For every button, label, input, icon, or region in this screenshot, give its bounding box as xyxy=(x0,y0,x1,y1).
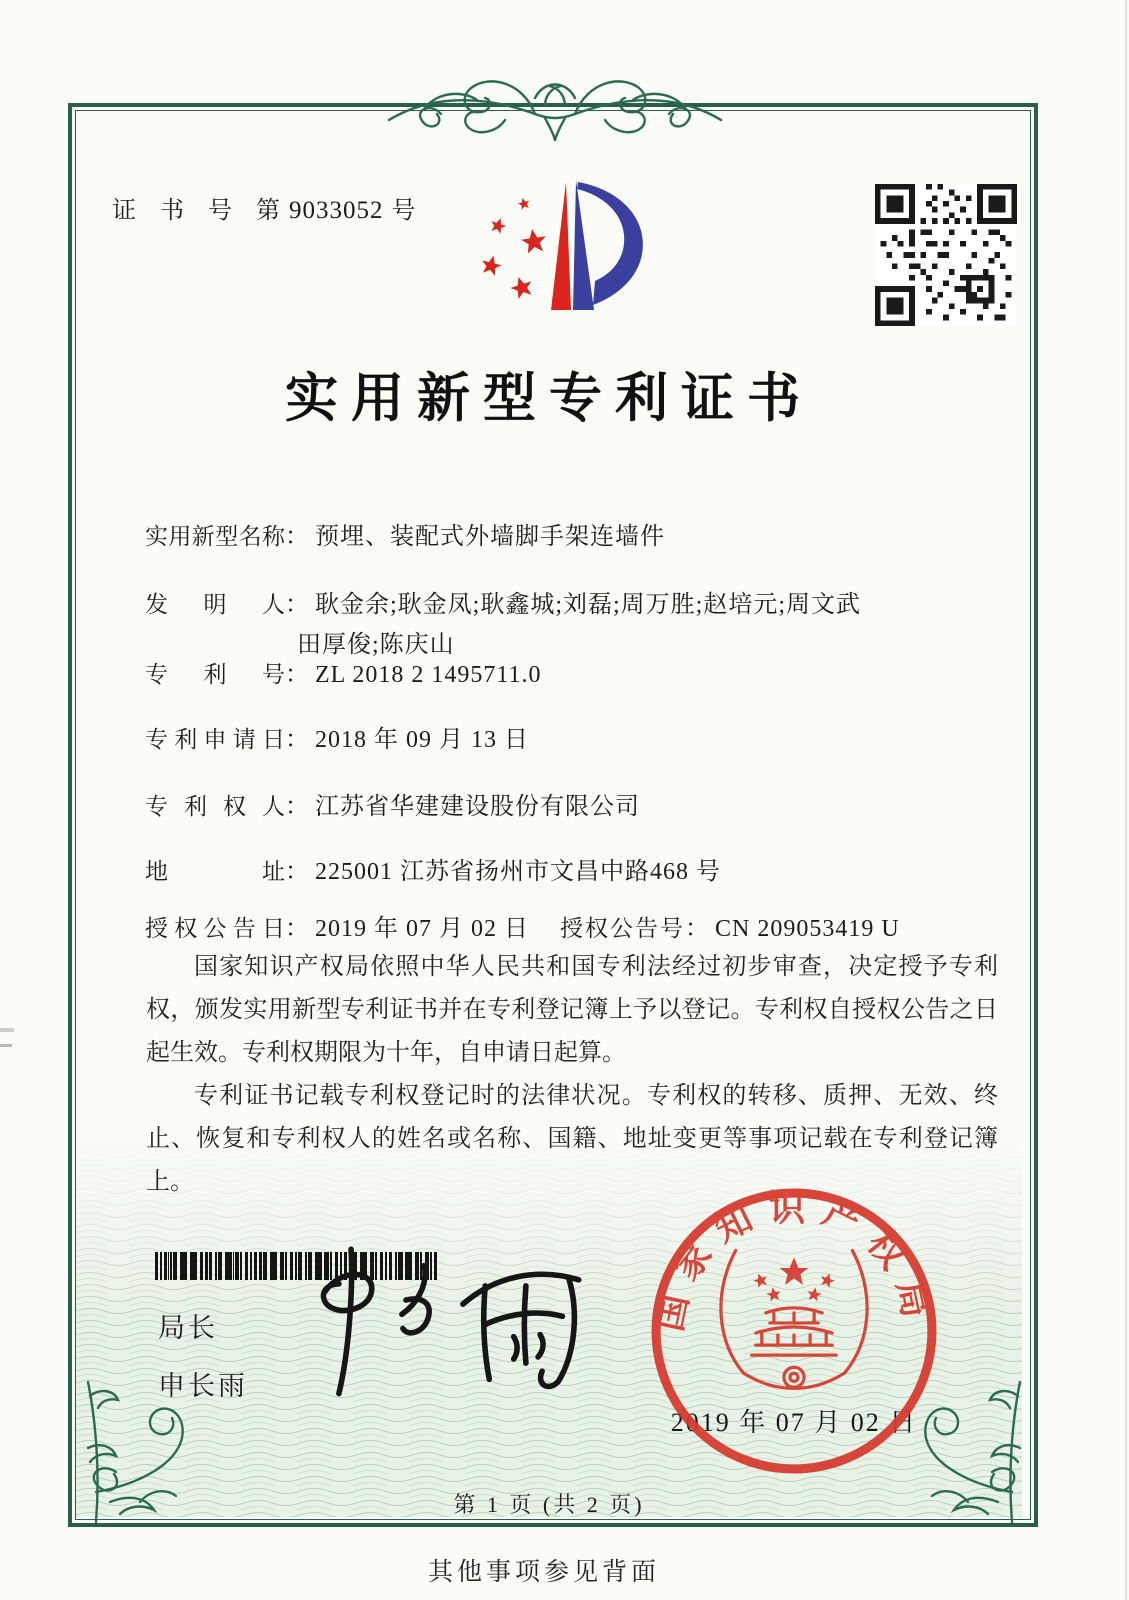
certificate-number-prefix: 证 书 号 第 xyxy=(112,198,289,224)
certificate-number-line xyxy=(112,190,418,225)
field-colon: ： xyxy=(285,662,309,688)
field-value: 耿金余;耿金凤;耿鑫城;刘磊;周万胜;赵培元;周文武 xyxy=(315,592,862,618)
field-inventors xyxy=(145,584,861,619)
director-title-label: 局长 xyxy=(158,1313,218,1343)
field-value: 2018 年 09 月 13 日 xyxy=(315,727,529,753)
field-label: 专利申请日 xyxy=(145,727,285,752)
body-paragraph-1: 国家知识产权局依照中华人民共和国专利法经过初步审查，决定授予专利权，颁发实用新型专利证书并在专利登记簿上予以登记。专利权自授权公告之日起生效。专利权期限为十年，自申请日起算。 xyxy=(146,954,998,1066)
field-address xyxy=(145,851,721,886)
scan-artifact xyxy=(0,1028,14,1032)
cnipa-logo-icon xyxy=(458,168,662,326)
field-label: 实用新型名称 xyxy=(145,524,285,549)
back-side-note: 其他事项参见背面 xyxy=(427,1559,660,1586)
scan-edge-line xyxy=(1125,0,1127,1600)
field-value: CN 209053419 U xyxy=(715,916,900,942)
seal-date: 2019 年 07 月 02 日 xyxy=(670,1408,918,1437)
field-value: 田厚俊;陈庆山 xyxy=(297,632,455,658)
field-label: 授权公告日 xyxy=(145,916,285,941)
field-colon: ： xyxy=(685,916,709,942)
certificate-title: 实用新型专利证书 xyxy=(285,370,813,428)
field-colon: ： xyxy=(285,794,309,820)
field-filing-date xyxy=(145,719,529,754)
field-utility-model-name xyxy=(145,516,665,551)
field-label: 专利号 xyxy=(145,662,285,687)
seal-national-emblem-icon xyxy=(752,1258,837,1303)
top-dragon-ornament-icon xyxy=(385,58,725,152)
field-colon: ： xyxy=(285,727,309,753)
certificate-body-text xyxy=(146,946,998,1204)
field-label: 发明人 xyxy=(145,592,285,617)
field-value: 225001 江苏省扬州市文昌中路468 号 xyxy=(315,859,721,885)
director-signature-icon xyxy=(282,1238,597,1413)
field-value: 预埋、装配式外墙脚手架连墙件 xyxy=(315,524,665,550)
field-value: 2019 年 07 月 02 日 xyxy=(315,916,529,942)
certificate-number-suffix: 号 xyxy=(391,198,418,224)
field-patent-number xyxy=(145,654,542,689)
field-colon: ： xyxy=(285,916,309,942)
field-label: 地址 xyxy=(145,859,285,884)
certificate-number-value: 9033052 xyxy=(289,197,384,224)
seal-ring-text: 国家知识产权局 xyxy=(649,1188,939,1335)
official-seal xyxy=(643,1180,945,1482)
page-number-footer: 第 1 页 (共 2 页) xyxy=(453,1492,645,1517)
field-grant-date xyxy=(145,908,529,943)
scan-artifact xyxy=(0,1044,12,1047)
field-value: ZL 2018 2 1495711.0 xyxy=(315,662,542,688)
field-colon: ： xyxy=(285,524,309,550)
director-name: 申长雨 xyxy=(158,1371,248,1401)
field-colon: ： xyxy=(285,859,309,885)
qr-code xyxy=(875,184,1017,326)
field-colon: ： xyxy=(285,592,309,618)
field-label: 专利权人 xyxy=(145,794,285,819)
field-value: 江苏省华建建设股份有限公司 xyxy=(315,794,640,820)
body-paragraph-2: 专利证书记载专利权登记时的法律状况。专利权的转移、质押、无效、终止、恢复和专利权人的姓名或名称、国籍、地址变更等事项记载在专利登记簿上。 xyxy=(146,1083,998,1195)
field-grant-number xyxy=(560,908,900,943)
field-label: 授权公告号 xyxy=(560,916,685,941)
field-patentee xyxy=(145,786,640,821)
